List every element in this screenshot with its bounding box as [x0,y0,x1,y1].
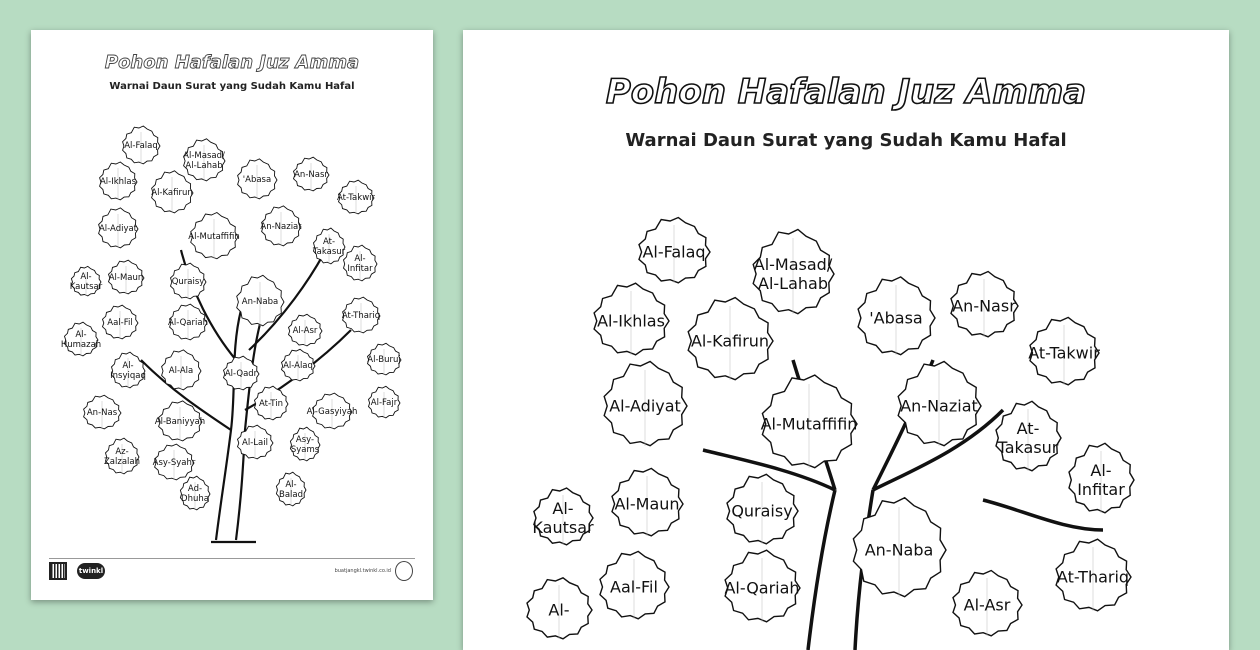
leaf-label: Al-Maun [108,272,144,283]
leaf-label: Aal-Fil [610,577,658,597]
leaf-label: An-Naba [241,296,279,307]
badge-icon [395,561,413,581]
worksheet-title: Pohon Hafalan Juz Amma [605,72,1087,112]
leaf-label: Al-Mutaffifin [188,231,240,242]
leaf-label: An-Nasr [294,169,328,180]
leaf-label: Quraisy [731,501,793,521]
footer-divider [49,558,415,559]
leaf-label: Al-Ikhlas [597,311,665,331]
leaf-label: An-Naziat [260,221,302,232]
leaf-label: At- Takasur [312,236,346,257]
leaf-label: Asy- Syams [290,434,320,455]
tree-branch [216,310,241,540]
leaf-label: Al-Buruj [367,354,401,365]
tree-illustration [463,30,1229,650]
leaf-label: Al- Insyiqaq [110,360,146,381]
leaf-label: At-Tin [259,398,283,409]
leaf-label: Al-Adiyat [98,223,138,234]
leaf-label: An-Naba [864,540,934,560]
leaf-label: Az- Zalzalah [103,446,141,467]
worksheet-preview-large [463,30,1229,650]
leaf-label: Al-Ala [168,365,194,376]
leaf-label: An-Nas [86,407,118,418]
leaf-label: At- Takasur [997,418,1059,457]
leaf-label: Al-Adiyat [609,396,681,416]
leaf-label: At-Thariq [1056,567,1130,587]
leaf-label: Al- Infitar [347,253,373,274]
leaf-label: An-Naziat [900,396,978,416]
leaf-label: Al-Asr [292,325,318,336]
leaf-label: Al-Mutaffifin [760,414,858,434]
leaf-label: Al-Fajr [370,397,398,408]
leaf-label: At-Thariq [341,310,381,321]
qr-code-icon [49,562,67,580]
leaf-label: Al- Infitar [1077,460,1125,499]
leaf-label: 'Abasa [242,174,272,185]
leaf-label: At-Takwir [1028,343,1100,363]
leaf-label: Asy-Syahr [152,457,196,468]
worksheet-subtitle: Warnai Daun Surat yang Sudah Kamu Hafal [109,81,355,92]
leaf-label: Al-Qariah [168,317,208,328]
leaf-label: Al-Masad/ Al-Lahab [753,254,833,293]
worksheet-preview-small [31,30,433,600]
leaf-label: Al-Gasyiyah [306,406,358,417]
leaf-label: Al-Falaq [642,242,706,262]
leaf-label: An-Nasr [952,296,1016,316]
leaf-label: Al-Asr [963,595,1011,615]
leaf-label: Quraisy [171,276,205,287]
leaf-label: Al- Balad [278,479,304,500]
leaf-label: Al- [548,600,570,620]
leaf-label: Al-Kafirun [690,331,770,351]
worksheet-title: Pohon Hafalan Juz Amma [104,52,360,73]
leaf-label: Al-Ikhlas [99,176,137,187]
leaf-label: Al- Kautsar [69,271,103,292]
leaf-label: Al-Masad/ Al-Lahab [183,150,225,171]
worksheet-subtitle: Warnai Daun Surat yang Sudah Kamu Hafal [625,130,1067,151]
leaf-label: Al-Alaq [283,360,313,371]
leaf-label: Al-Lail [242,437,268,448]
leaf-label: Ad- Dhuha [181,483,209,504]
leaf-label: 'Abasa [869,308,923,328]
tree-branch [808,490,835,650]
leaf-label: Al-Maun [614,494,680,514]
leaf-label: Al-Qariah [724,578,800,598]
leaf-label: Al-Baniyyah [154,416,206,427]
footer-url: buatjangkl.twinkl.co.id [334,568,391,574]
leaf-label: Al-Falaq [124,140,158,151]
twinkl-logo: twinkl [77,563,105,579]
leaf-label: Al- Kautsar [532,498,594,537]
leaf-label: Al-Qadr [224,368,258,379]
leaf-label: At-Takwir [336,192,376,203]
leaf-label: Al- Humazah [60,329,102,350]
leaf-label: Aal-Fil [107,317,133,328]
leaf-label: Al-Kafirun [151,187,193,198]
